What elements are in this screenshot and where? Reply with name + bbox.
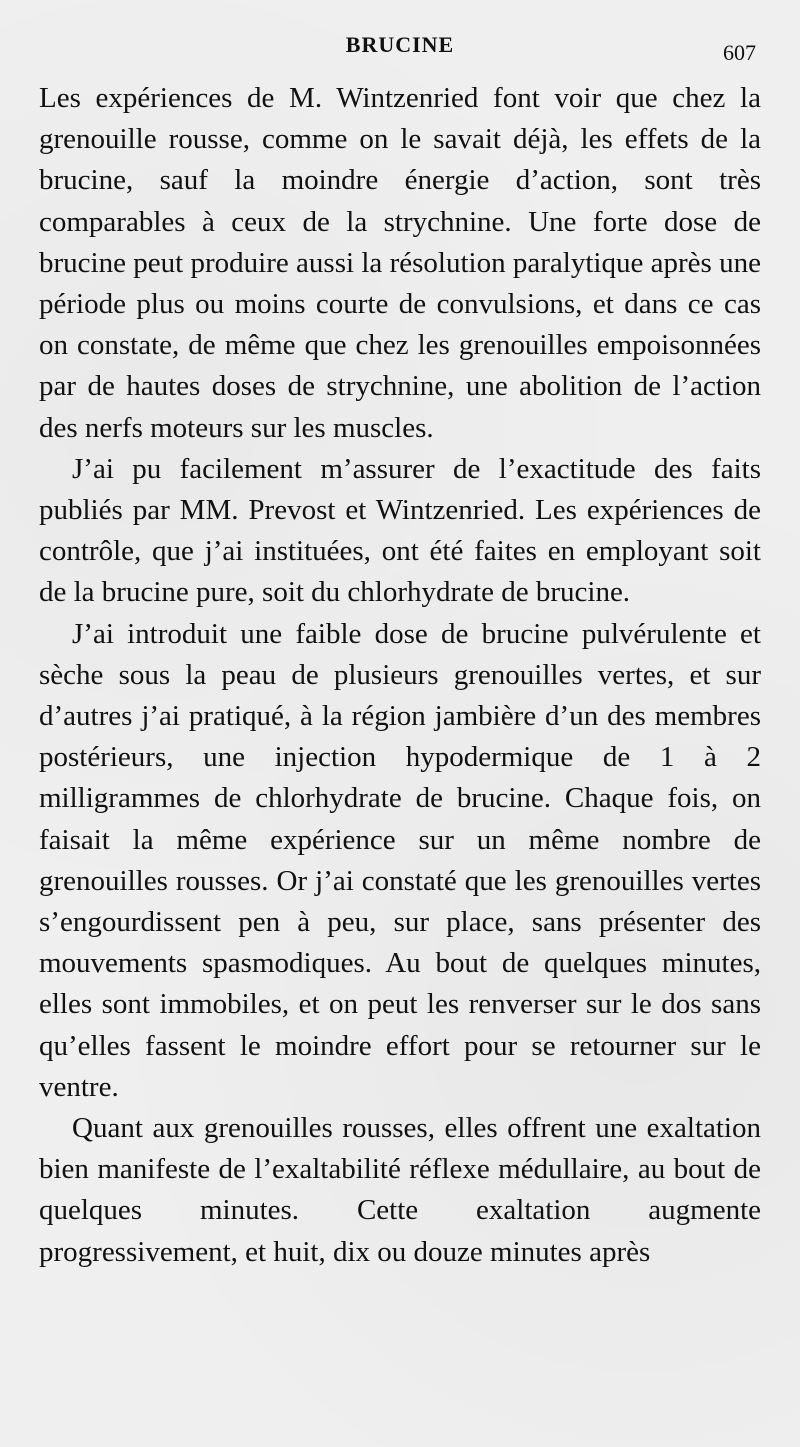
- page-header: [0, 32, 800, 65]
- paragraph-2: J’ai pu facilement m’assurer de l’exactitude des faits publiés par MM. Prevost et Wintzenried. Les expériences de contrôle, que j’ai instituées, ont été faites en employant soit de la brucine pure, soit du chlorhydrate de brucine.: [39, 452, 761, 609]
- paragraph-4: Quant aux grenouilles rousses, elles offrent une exaltation bien manifeste de l’exaltabilité réflexe médullaire, au bout de quelques minutes. Cette exaltation augmente progressivement, et huit, dix ou douze minutes après: [39, 1112, 761, 1268]
- running-title: BRUCINE: [345, 32, 455, 57]
- page-number: 607: [723, 40, 756, 65]
- body-text: [39, 78, 761, 1273]
- paragraph-3: J’ai introduit une faible dose de brucine pulvérulente et sèche sous la peau de plusieurs grenouilles vertes, et sur d’autres j’ai pratiqué, à la région jambière d’un des membres postérieurs, une injection hypodermique de 1 à 2 milligrammes de chlorhydrate de brucine. Chaque fois, on faisait la même expérience sur un même nombre de grenouilles rousses. Or j’ai constaté que les grenouilles vertes s’engourdissent pen à peu, sur place, sans présenter des mouvements spasmodiques. Au bout de quelques minutes, elles sont immobiles, et on peut les renverser sur le dos sans qu’elles fassent le moindre effort pour se retourner sur le ventre.: [39, 617, 761, 1103]
- paragraph-1: Les expériences de M. Wintzenried font voir que chez la grenouille rousse, comme on le savait déjà, les effets de la brucine, sauf la moindre énergie d’action, sont très comparables à ceux de la strychnine. Une forte dose de brucine peut produire aussi la résolution paralytique après une période plus ou moins courte de convulsions, et dans ce cas on constate, de même que chez les grenouilles empoisonnées par de hautes doses de strychnine, une abolition de l’action des nerfs moteurs sur les muscles.: [39, 82, 761, 444]
